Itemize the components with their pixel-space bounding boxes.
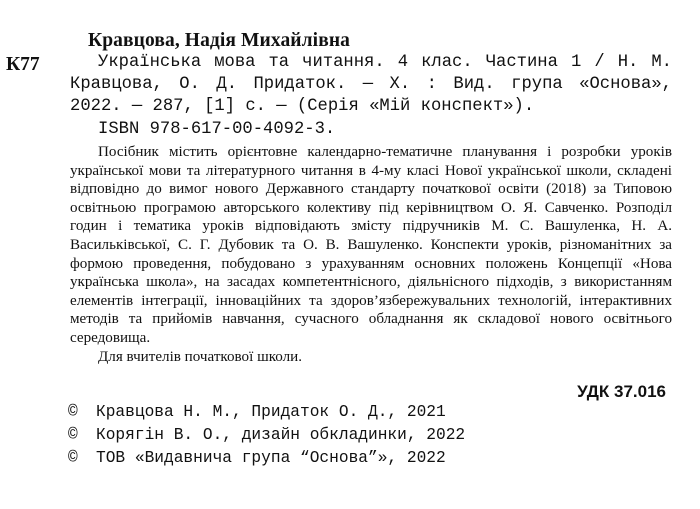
udc-code: УДК 37.016 — [577, 382, 666, 401]
bibliographic-entry — [70, 52, 672, 118]
annotation-text: Посібник містить орієнтовне календарно-тематичне планування і розробки уроків української мови та літературного читання в 4-му класі Нової української школи, складені відповідно до вимог нового Державного стандарту початкової освіти (2018) за Типовою освітньою програмою авторського колективу під керівництвом О. Я. Савченко. Розподіл годин і тематика уроків відповідають змісту підручників М. С. Вашуленка, Н. А. Васильківської, С. Г. Дубовик та О. В. Вашуленко. Конспекти уроків, різноманітних за формою проведення, побудовано з урахуванням основних положень Концепції «Нова українська школа», на засадах компетентнісного, діяльнісного підходів, з використанням елементів інтеграції, інноваційних та здоров’язбережувальних технологій, інтерактивних методів та прийомів навчання, сучасного обладнання як складової нового освітнього середовища. — [70, 144, 672, 346]
copyright-line — [68, 426, 668, 449]
author-heading: Кравцова, Надія Михайлівна — [88, 30, 351, 51]
copyright-text: ТОВ «Видавнича група “Основа”», 2022 — [96, 449, 446, 467]
title-block: Українська мова та читання. 4 клас. Частина 1 / Н. М. Кравцова, О. Д. Придаток. — Х. : Вид. група «Основа», 2022. — 287, [1] с. — (Серія «Мій конспект»). — [70, 53, 672, 116]
copyright-text: Кравцова Н. М., Придаток О. Д., 2021 — [96, 403, 446, 421]
copyright-list — [68, 403, 668, 472]
copyright-icon: © — [68, 403, 78, 421]
copyright-text: Корягін В. О., дизайн обкладинки, 2022 — [96, 426, 466, 444]
annotation — [70, 143, 672, 366]
audience-note: Для вчителів початкової школи. — [98, 348, 302, 365]
copyright-icon: © — [68, 449, 78, 467]
isbn: ISBN 978-617-00-4092-3. — [98, 120, 336, 139]
copyright-line — [68, 449, 668, 472]
shelf-mark: К77 — [6, 54, 40, 75]
copyright-line — [68, 403, 668, 426]
copyright-icon: © — [68, 426, 78, 444]
